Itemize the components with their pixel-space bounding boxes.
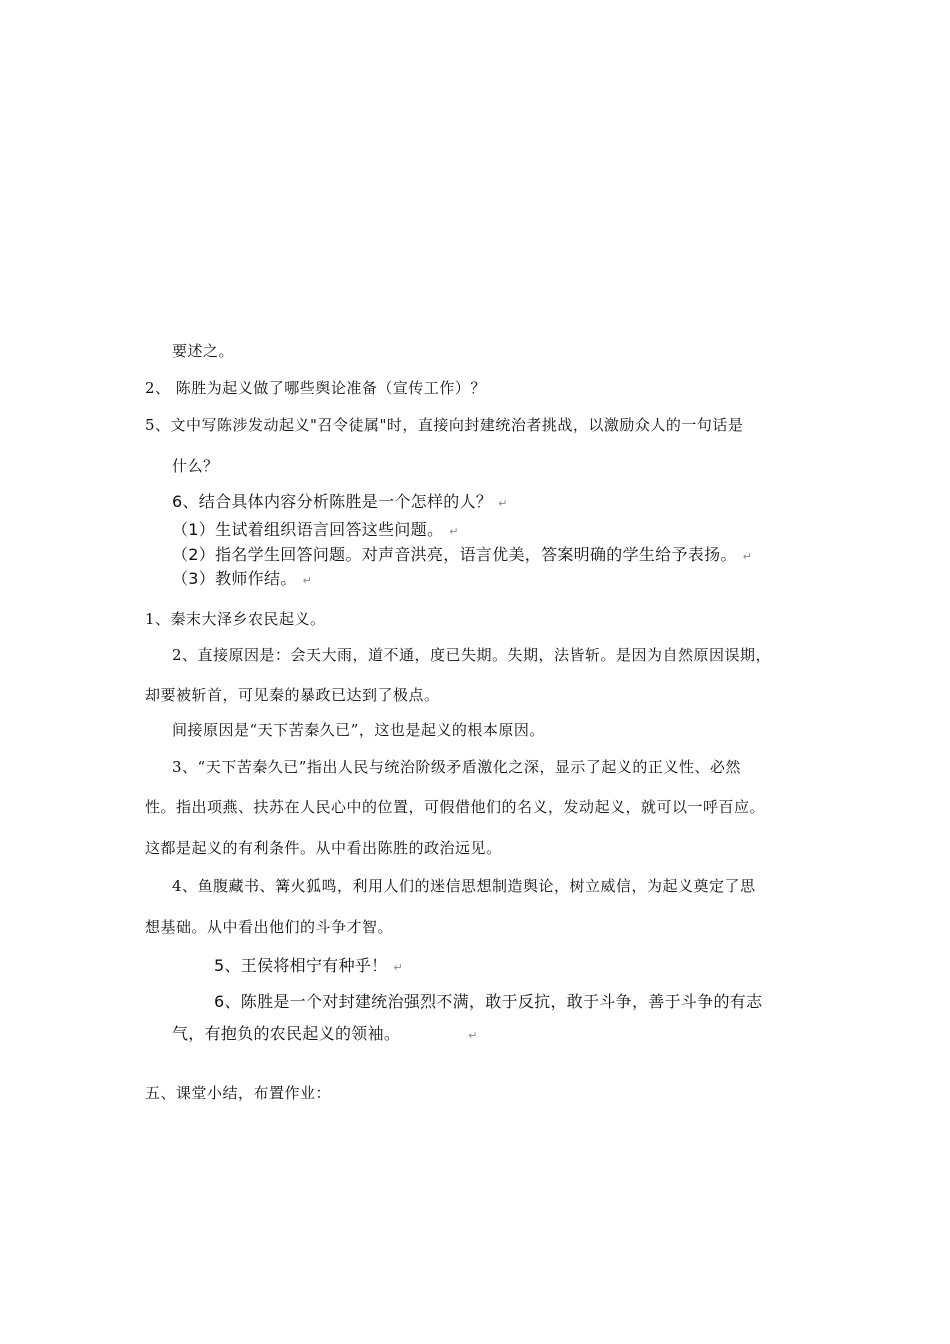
step-1 — [172, 520, 459, 542]
paragraph-mark-icon: ↵ — [498, 497, 508, 510]
answer-4 — [172, 876, 756, 896]
answer-3 — [172, 757, 741, 777]
line-text: 却要被斩首，可见秦的暴政已达到了极点。 — [145, 686, 440, 704]
line-text: 间接原因是“天下苦秦久已”，这也是起义的根本原因。 — [172, 721, 545, 739]
line-text: 气，有抱负的农民起义的领袖。 — [172, 1024, 401, 1043]
line-text: （2）指名学生回答问题。对声音洪亮，语言优美，答案明确的学生给予表扬。 — [172, 545, 737, 564]
section-5-heading — [145, 1083, 331, 1103]
line-text: 5、文中写陈涉发动起义"召令徒属"时，直接向封建统治者挑战，以激励众人的一句话是 — [145, 416, 744, 434]
paragraph-mark-icon: ↵ — [393, 961, 404, 974]
answer-2-indirect — [172, 720, 545, 740]
step-3 — [172, 569, 312, 591]
line-text: （1）生试着组织语言回答这些问题。 — [172, 520, 444, 539]
line-text: （3）教师作结。 — [172, 569, 297, 588]
text-line — [172, 341, 234, 361]
paragraph-mark-icon: ↵ — [302, 574, 313, 587]
answer-3-end — [145, 838, 502, 858]
paragraph-mark-icon: ↵ — [468, 1029, 478, 1042]
line-text: 6、结合具体内容分析陈胜是一个怎样的人？ — [172, 492, 493, 511]
answer-1 — [145, 609, 326, 629]
line-text: 2、 陈胜为起义做了哪些舆论准备（宣传工作）？ — [145, 379, 486, 397]
answer-5 — [214, 956, 403, 978]
answer-3-continued — [145, 797, 765, 817]
line-text: 1、秦末大泽乡农民起义。 — [145, 610, 326, 628]
line-text: 性。指出项燕、扶苏在人民心中的位置，可假借他们的名义，发动起义，就可以一呼百应。 — [145, 798, 766, 816]
line-text: 想基础。从中看出他们的斗争才智。 — [145, 918, 394, 936]
line-text: 5、王侯将相宁有种乎！ — [214, 956, 388, 975]
question-5-continued — [172, 456, 219, 476]
line-text: 五、课堂小结，布置作业： — [145, 1084, 332, 1102]
step-2 — [172, 545, 752, 567]
line-text: 2、直接原因是：会天大雨，道不通，度已失期。失期，法皆斩。是因为自然原因误期， — [172, 646, 772, 664]
line-text: 3、“天下苦秦久已”指出人民与统治阶级矛盾激化之深，显示了起义的正义性、必然 — [172, 758, 741, 776]
line-text: 要述之。 — [172, 342, 235, 360]
paragraph-mark-icon: ↵ — [449, 525, 459, 538]
answer-2-continued — [145, 685, 440, 705]
line-text: 什么？ — [172, 457, 219, 475]
answer-6-continued — [172, 1024, 478, 1046]
question-6 — [172, 492, 508, 514]
line-text: 这都是起义的有利条件。从中看出陈胜的政治远见。 — [145, 839, 502, 857]
line-text: 4、鱼腹藏书、篝火狐鸣，利用人们的迷信思想制造舆论，树立威信，为起义奠定了思 — [172, 877, 756, 895]
answer-6 — [214, 992, 762, 1012]
question-2 — [145, 378, 486, 398]
line-text: 6、陈胜是一个对封建统治强烈不满，敢于反抗，敢于斗争，善于斗争的有志 — [214, 992, 763, 1011]
answer-4-continued — [145, 917, 393, 937]
question-5 — [145, 415, 743, 435]
answer-2 — [172, 645, 771, 665]
paragraph-mark-icon: ↵ — [742, 550, 753, 563]
